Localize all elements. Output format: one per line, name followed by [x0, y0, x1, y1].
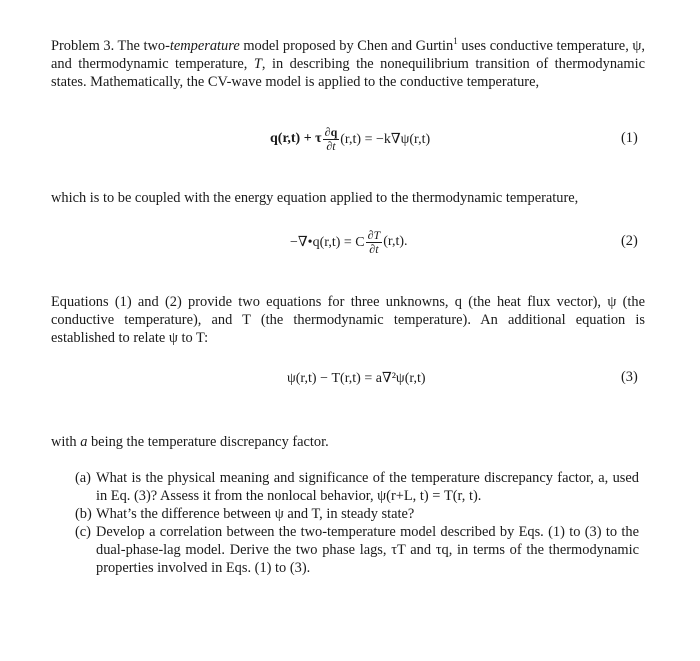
intro-emphasis: temperature: [169, 38, 240, 54]
eq2-rhs: (r,t).: [383, 234, 408, 249]
intro-paragraph: [51, 37, 645, 91]
intro-text-c: uses conductive temperature, ψ, and thermodynamic temperature,: [51, 38, 646, 72]
intro-T: T: [253, 56, 262, 72]
question-c-label: (c): [75, 524, 91, 540]
question-a-text: What is the physical meaning and significance of the temperature discrepancy factor, a, used in Eq. (3)? Assess it from the nonlocal behavior, ψ(r+L, t) = T(r, t).: [96, 470, 639, 504]
after-eq3-b: being the temperature discrepancy factor.: [87, 434, 329, 450]
eq1-lhs: q(r,t) + τ: [270, 131, 322, 146]
equation-3-number: (3): [621, 369, 638, 385]
question-c: [75, 523, 639, 577]
eq1-frac-num: ∂q: [324, 124, 338, 139]
after-eq3-a: with: [51, 434, 81, 450]
question-b-label: (b): [75, 506, 92, 522]
eq2-frac-num: ∂T: [367, 227, 381, 242]
problem-label: Problem 3.: [51, 38, 115, 54]
question-c-text: Develop a correlation between the two-temperature model described by Eqs. (1) to (3) to the dual-phase-lag model. Derive the two phase lags, τT and τq, in terms of the thermodynamic properties involved in Eqs. (1) to (3).: [96, 524, 639, 576]
unknowns-paragraph: Equations (1) and (2) provide two equations for three unknowns, q (the heat flux vector), ψ (the conductive temperature), and T (the thermodynamic temperature). An additional equation is established to relate ψ to T:: [51, 294, 645, 346]
eq2-fraction: [366, 229, 383, 256]
eq1-frac-den: ∂t: [326, 138, 336, 153]
equation-2-body: [290, 224, 408, 260]
question-b: [75, 505, 639, 523]
eq2-lhs: −∇•q(r,t) = C: [290, 234, 365, 250]
eq3-text: ψ(r,t) − T(r,t) = a∇²ψ(r,t): [287, 370, 426, 386]
footnote-mark: 1: [453, 36, 458, 47]
question-a-label: (a): [75, 470, 91, 486]
intro-text-a: The two-: [117, 38, 170, 54]
intro-text-d: , in describing the nonequilibrium transition of thermodynamic states. Mathematically, the CV-wave model is applied to the conductive temperature,: [51, 56, 645, 90]
equation-1: [0, 121, 700, 157]
equation-3-body: [287, 360, 426, 396]
question-b-text: What’s the difference between ψ and T, in steady state?: [96, 506, 415, 522]
eq1-fraction: [323, 126, 340, 153]
eq2-frac-den: ∂t: [369, 241, 379, 256]
energy-equation-intro: which is to be coupled with the energy equation applied to the thermodynamic temperature,: [51, 190, 579, 206]
question-a: [75, 469, 639, 505]
equation-3: [0, 360, 700, 396]
equation-1-number: (1): [621, 130, 638, 146]
equation-2: [0, 224, 700, 260]
intro-text-b: model proposed by Chen and Gurtin: [239, 38, 454, 54]
equation-1-body: [270, 121, 430, 157]
discrepancy-factor-sentence: [51, 433, 645, 451]
after-eq3-var: a: [80, 434, 88, 450]
eq1-rhs: (r,t) = −k∇ψ(r,t): [340, 131, 431, 147]
equation-2-number: (2): [621, 233, 638, 249]
